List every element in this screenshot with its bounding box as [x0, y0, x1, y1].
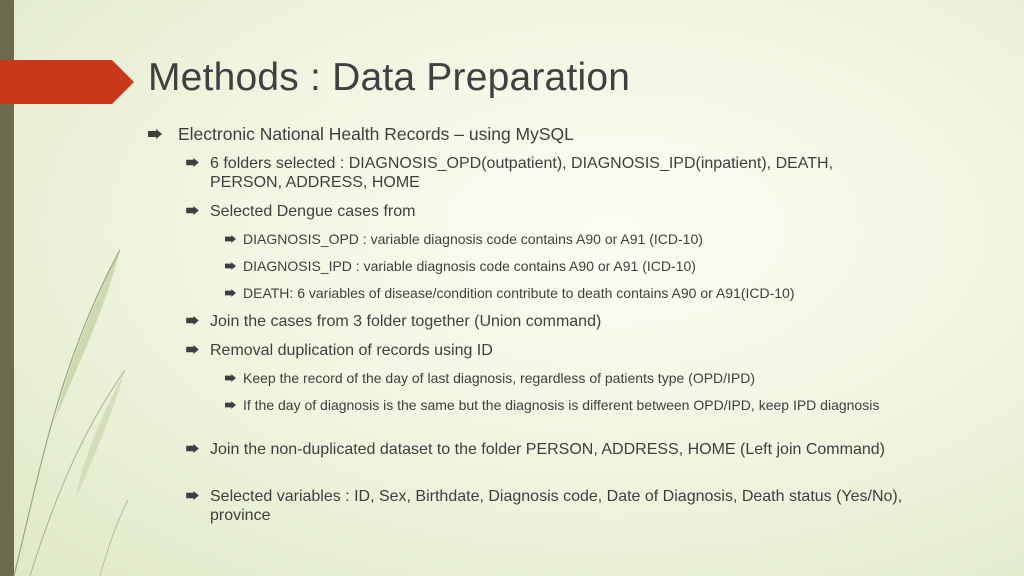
bullet-text: Join the non-duplicated dataset to the folder PERSON, ADDRESS, HOME (Left join Command)	[210, 441, 885, 458]
arrow-right-icon	[225, 289, 243, 297]
bullet-item	[148, 124, 1008, 144]
bullet-text: Join the cases from 3 folder together (Union command)	[210, 313, 602, 330]
arrow-right-icon	[186, 345, 210, 354]
arrow-right-icon	[225, 401, 243, 409]
bullet-item	[225, 397, 915, 414]
arrow-right-icon	[148, 129, 178, 139]
bullet-item	[225, 258, 925, 275]
arrow-right-icon	[225, 262, 243, 270]
bullet-text: DIAGNOSIS_OPD : variable diagnosis code contains A90 or A91 (ICD-10)	[243, 231, 703, 247]
arrow-right-icon	[186, 491, 210, 500]
bullet-item	[186, 312, 906, 331]
bullet-item	[186, 487, 966, 525]
bullet-text: Selected variables : ID, Sex, Birthdate, Diagnosis code, Date of Diagnosis, Death status (Yes/No), province	[210, 488, 903, 524]
bullet-text: Keep the record of the day of last diagnosis, regardless of patients type (OPD/IPD)	[243, 370, 756, 386]
bullet-text: Electronic National Health Records – using MySQL	[178, 124, 574, 144]
arrow-right-icon	[186, 316, 210, 325]
arrow-right-icon	[186, 158, 210, 167]
bullet-item	[186, 341, 906, 360]
arrow-right-icon	[225, 235, 243, 243]
bullet-text: Selected Dengue cases from	[210, 203, 416, 220]
bullet-text: Removal duplication of records using ID	[210, 342, 493, 359]
bullet-text: 6 folders selected : DIAGNOSIS_OPD(outpatient), DIAGNOSIS_IPD(inpatient), DEATH, PERSON, ADDRESS, HOME	[210, 155, 834, 191]
arrow-right-icon	[225, 374, 243, 382]
bullet-item	[225, 285, 985, 302]
bullet-item	[225, 370, 925, 387]
bullet-item	[225, 231, 925, 248]
bullet-text: If the day of diagnosis is the same but the diagnosis is different between OPD/IPD, keep IPD diagnosis	[243, 397, 880, 413]
slide-title: Methods : Data Preparation	[148, 56, 631, 99]
bullet-text: DIAGNOSIS_IPD : variable diagnosis code contains A90 or A91 (ICD-10)	[243, 258, 696, 274]
arrow-right-icon	[186, 206, 210, 215]
arrow-right-icon	[186, 444, 210, 453]
bullet-item	[186, 154, 906, 192]
bullet-item	[186, 202, 906, 221]
bullet-text: DEATH: 6 variables of disease/condition contribute to death contains A90 or A91(ICD-10)	[243, 285, 795, 301]
bullet-item	[186, 440, 906, 459]
